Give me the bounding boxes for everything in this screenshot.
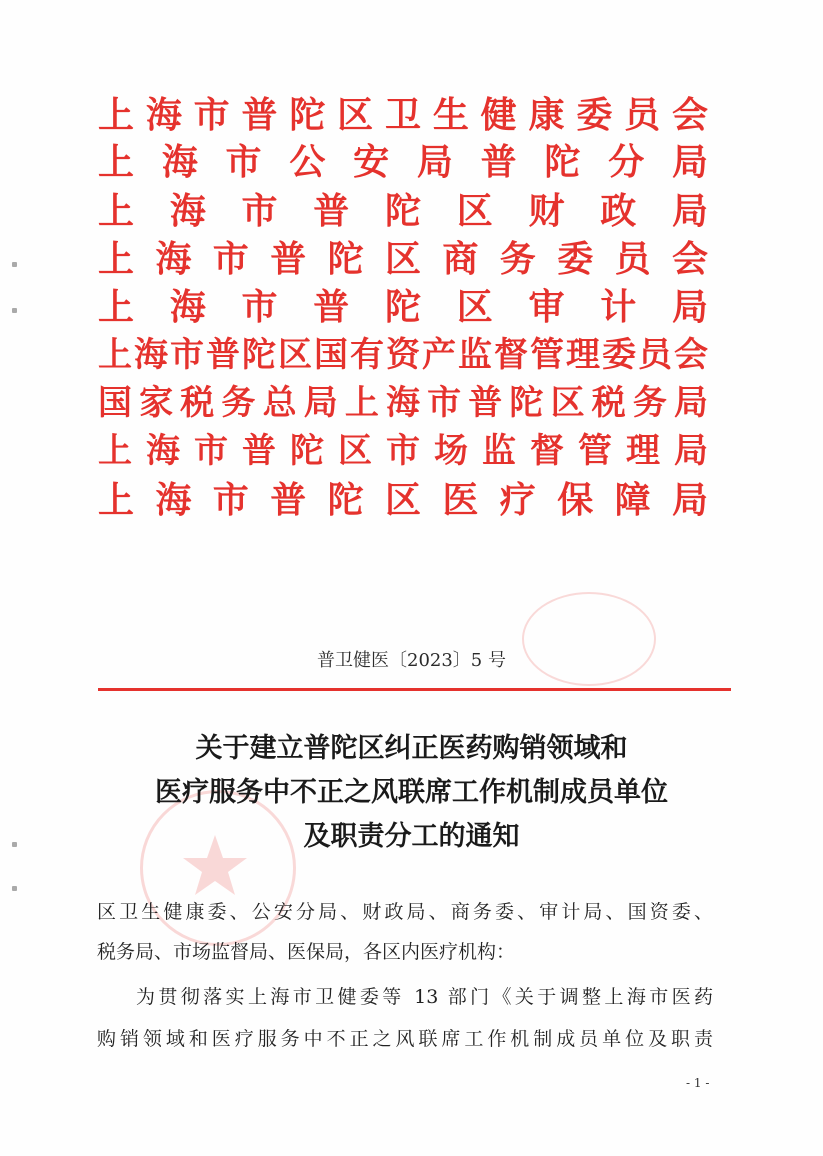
- document-number: 普卫健医〔2023〕5 号: [317, 650, 506, 671]
- recipients-line: 税务局、市场监督局、医保局，各区内医疗机构：: [97, 941, 516, 963]
- document-title-line: 医疗服务中不正之风联席工作机制成员单位: [155, 777, 668, 808]
- binding-mark: [12, 886, 17, 891]
- agency-line: 上海市普陀区市场监督管理局: [98, 431, 708, 471]
- document-title-line: 关于建立普陀区纠正医药购销领域和: [195, 733, 628, 764]
- document-title-line: 及职责分工的通知: [303, 821, 520, 852]
- binding-mark: [12, 308, 17, 313]
- agency-line: 上海市普陀区财政局: [98, 190, 708, 232]
- agency-line: 上海市普陀区商务委员会: [98, 238, 708, 280]
- page-number: - 1 -: [686, 1076, 710, 1090]
- agency-line: 上海市普陀区国有资产监督管理委员会: [98, 335, 708, 375]
- recipients-line: 区卫生健康委、公安分局、财政局、商务委、审计局、国资委、: [97, 901, 713, 923]
- agency-line: 国家税务总局上海市普陀区税务局: [98, 383, 708, 423]
- body-paragraph-line: 购销领域和医疗服务中不正之风联席工作机制成员单位及职责: [97, 1028, 713, 1050]
- agency-line: 上海市普陀区卫生健康委员会: [98, 94, 708, 136]
- red-divider: [98, 688, 731, 691]
- agency-line: 上海市普陀区审计局: [98, 286, 708, 328]
- agency-line: 上海市普陀区医疗保障局: [98, 479, 708, 521]
- binding-mark: [12, 262, 17, 267]
- body-paragraph-line: 为贯彻落实上海市卫健委等 13 部门《关于调整上海市医药: [136, 986, 713, 1008]
- agency-line: 上海市公安局普陀分局: [98, 141, 708, 183]
